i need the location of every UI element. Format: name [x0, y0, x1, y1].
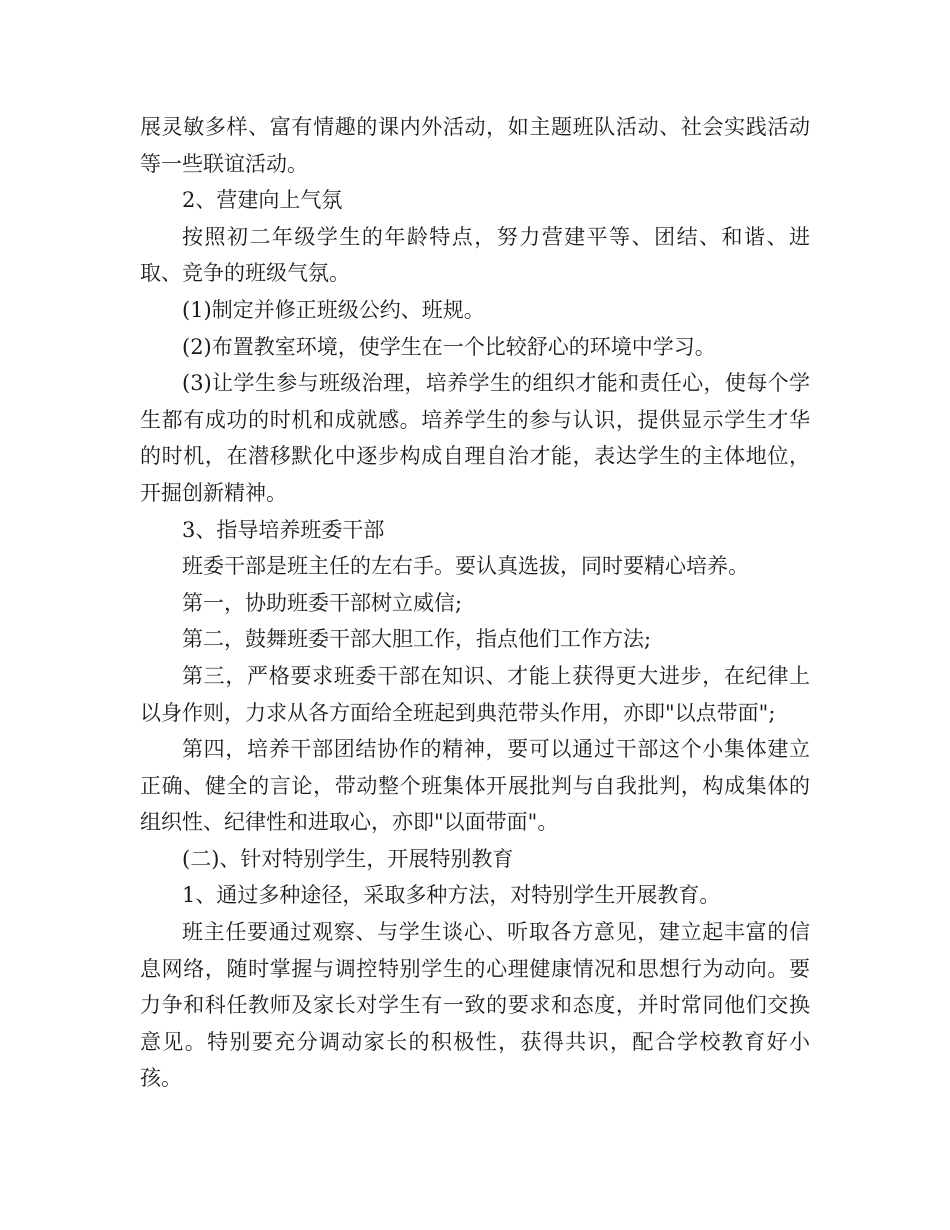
paragraph-15: 班主任要通过观察、与学生谈心、听取各方意见，建立起丰富的信息网络，随时掌握与调控特别学生的心理健康情况和思想行为动向。要力争和科任教师及家长对学生有一致的要求和态度，并时常同他们交换意见。特别要充分调动家长的积极性，获得共识，配合学校教育好小孩。: [140, 920, 810, 1091]
paragraph-11: 第三，严格要求班委干部在知识、才能上获得更大进步，在纪律上以身作则，力求从各方面给全班起到典范带头作用，亦即"以点带面";: [140, 663, 810, 725]
paragraph-6: (3)让学生参与班级治理，培养学生的组织才能和责任心，使每个学生都有成功的时机和成就感。培养学生的参与认识，提供显示学生才华的时机，在潜移默化中逐步构成自理自治才能，表达学生的主体地位，开掘创新精神。: [140, 371, 810, 505]
paragraph-14: 1、通过多种途径，采取多种方法，对特别学生开展教育。: [182, 883, 721, 908]
paragraph-8: 班委干部是班主任的左右手。要认真选拔，同时要精心培养。: [182, 554, 749, 579]
paragraph-2-heading: 2、营建向上气氛: [182, 188, 343, 213]
paragraph-7-heading: 3、指导培养班委干部: [182, 517, 385, 542]
paragraph-3: 按照初二年级学生的年龄特点，努力营建平等、团结、和谐、进取、竞争的班级气氛。: [140, 224, 810, 286]
paragraph-13-heading: (二)、针对特别学生，开展特别教育: [182, 846, 514, 871]
document-page: [140, 109, 810, 1097]
paragraph-4: (1)制定并修正班级公约、班规。: [182, 297, 485, 322]
paragraph-1: 展灵敏多样、富有情趣的课内外活动，如主题班队活动、社会实践活动等一些联谊活动。: [140, 115, 810, 176]
paragraph-5: (2)布置教室环境，使学生在一个比较舒心的环境中学习。: [182, 334, 716, 359]
paragraph-10: 第二，鼓舞班委干部大胆工作，指点他们工作方法;: [182, 627, 652, 652]
paragraph-9: 第一，协助班委干部树立威信;: [182, 590, 463, 615]
paragraph-12: 第四，培养干部团结协作的精神，要可以通过干部这个小集体建立正确、健全的言论，带动整个班集体开展批判与自我批判，构成集体的组织性、纪律性和进取心，亦即"以面带面"。: [140, 737, 810, 835]
